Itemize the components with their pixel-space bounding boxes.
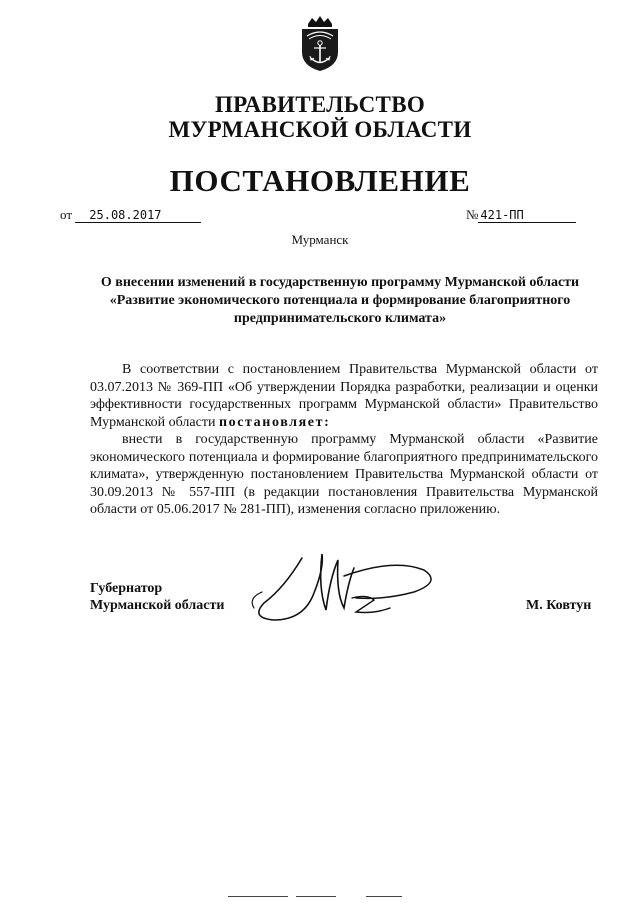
decree-subject: [80, 274, 600, 328]
signatory-title-line: Губернатор: [90, 581, 163, 596]
decree-body: [90, 361, 598, 519]
subject-line: «Развитие экономического потенциала и формирование благоприятного: [109, 293, 571, 308]
document-type-title: ПОСТАНОВЛЕНИЕ: [169, 163, 471, 198]
footer-rule: [366, 896, 402, 897]
authority-name-line1: ПРАВИТЕЛЬСТВО: [214, 92, 426, 117]
preamble-text: В соответствии с постановлением Правительства Мурманской области от 03.07.2013 № 369-ПП «Об утверждении Порядка разработки, реализации и оценки эффективности государственных программ Мурманской области» Правительство Мурманской области: [90, 362, 598, 430]
operative-paragraph: внести в государственную программу Мурманской области «Развитие экономического потенциала и формирование благоприятного предпринимательского климата», утвержденную постановлением Правительства Мурманской области от 30.09.2013 № 557-ПП (в редакции постановления Правительства Мурманской области от 05.06.2017 № 281-ПП), изменения согласно приложению.: [90, 432, 598, 517]
number-value: 421-ПП: [478, 208, 576, 223]
number-prefix: №: [466, 207, 479, 222]
preamble-paragraph: [90, 361, 598, 431]
footer-rule: [296, 896, 336, 897]
document-number: [466, 207, 576, 223]
handwritten-signature-icon: [244, 548, 444, 640]
subject-line: предпринимательского климата»: [233, 311, 447, 326]
subject-line: О внесении изменений в государственную программу Мурманской области: [100, 275, 580, 290]
document-date: [60, 207, 201, 223]
murmansk-coat-of-arms-icon: [296, 16, 344, 72]
signatory-name: М. Ковтун: [526, 598, 592, 613]
signatory-title-line: Мурманской области: [90, 598, 225, 613]
footer-rule: [228, 896, 288, 897]
date-prefix: от: [60, 207, 73, 222]
decree-word: постановляет:: [218, 414, 331, 430]
authority-name-line2: МУРМАНСКОЙ ОБЛАСТИ: [168, 117, 472, 142]
signatory-title: [90, 580, 224, 614]
date-value: 25.08.2017: [75, 208, 201, 223]
city: Мурманск: [291, 232, 349, 247]
